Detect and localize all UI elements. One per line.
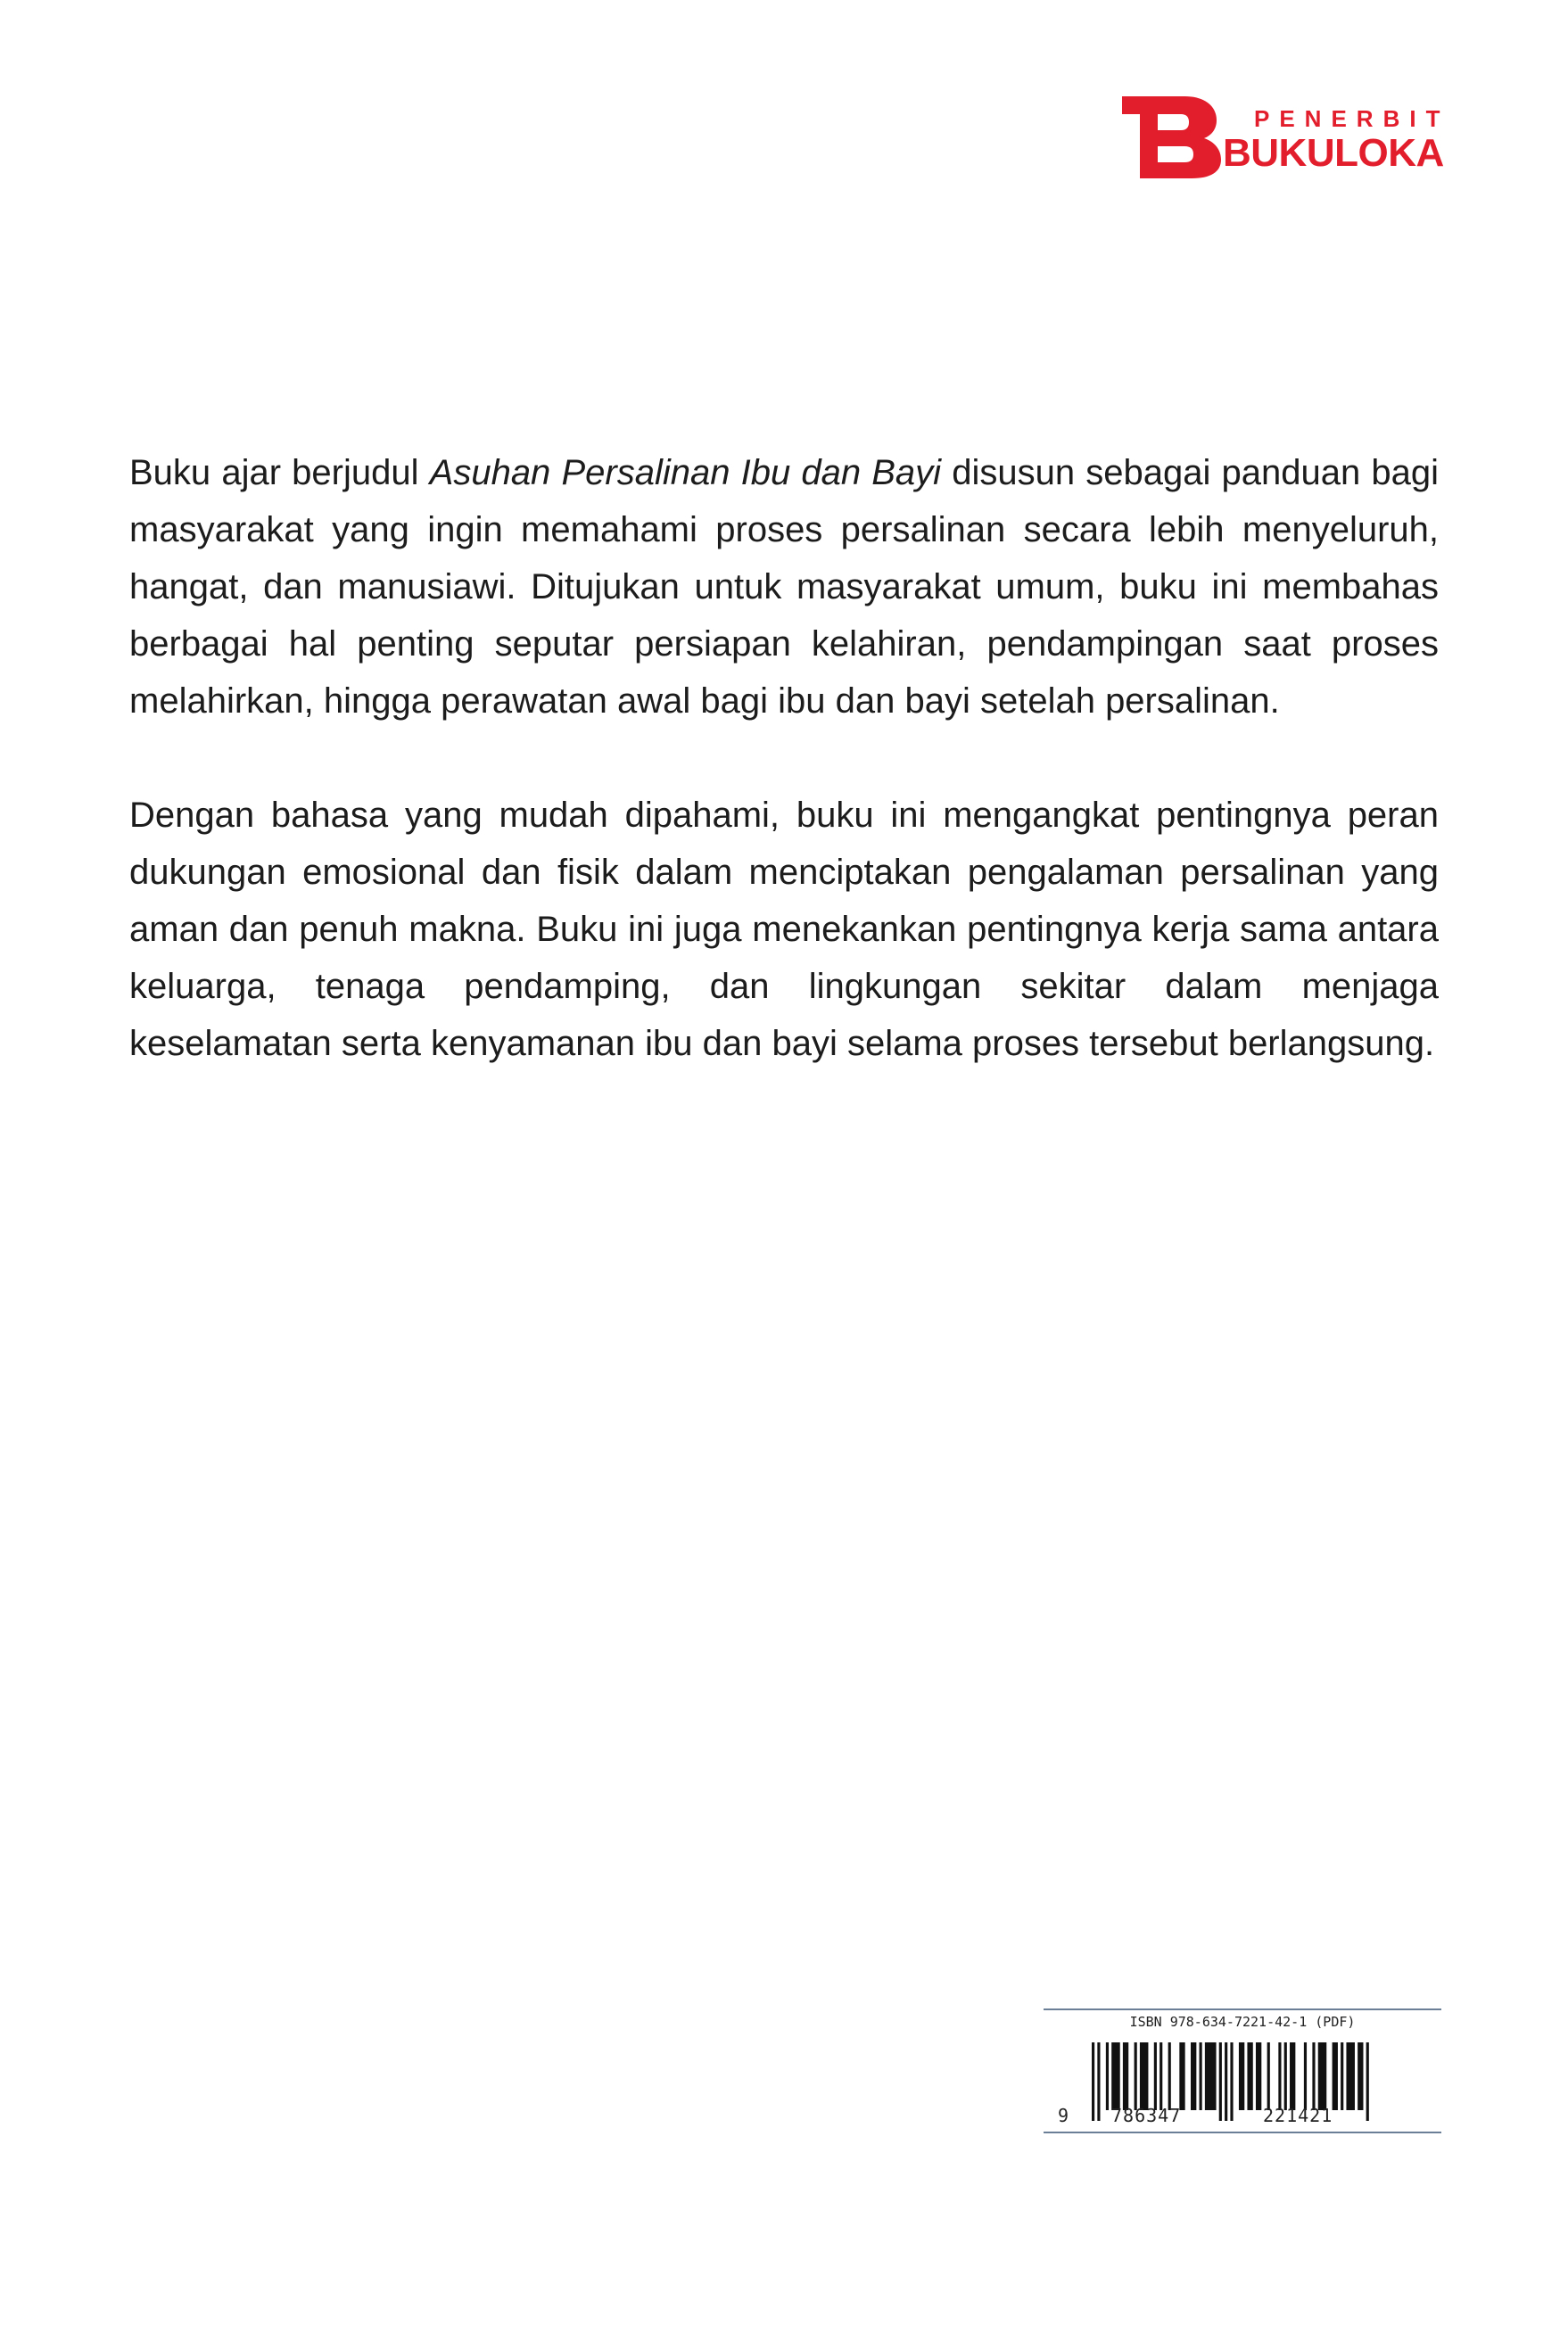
barcode-digits-left: 786347 bbox=[1111, 2105, 1182, 2126]
book-blurb bbox=[129, 444, 1439, 1129]
blurb-paragraph-2: Dengan bahasa yang mudah dipahami, buku ini mengangkat pentingnya peran dukungan emosional dan fisik dalam menciptakan pengalaman persalinan yang aman dan penuh makna. Buku ini juga menekankan pentingnya kerja sama antara keluarga, tenaga pendamping, dan lingkungan sekitar dalam menjaga keselamatan serta kenyamanan ibu dan bayi selama proses tersebut berlangsung. bbox=[129, 796, 1439, 1063]
barcode-bar bbox=[1179, 2042, 1184, 2110]
barcode-bar bbox=[1333, 2042, 1338, 2110]
isbn-top-rule bbox=[1044, 2008, 1441, 2010]
barcode-bar bbox=[1239, 2042, 1244, 2110]
barcode-bar bbox=[1341, 2042, 1343, 2110]
publisher-label-small: PENERBIT bbox=[1254, 105, 1450, 132]
letter-b-logo-icon bbox=[1122, 96, 1222, 178]
barcode-bar bbox=[1278, 2042, 1281, 2110]
isbn-bottom-rule bbox=[1044, 2132, 1441, 2133]
book-title: Asuhan Persalinan Ibu dan Bayi bbox=[429, 453, 942, 492]
barcode-bar bbox=[1312, 2042, 1315, 2110]
barcode-bar bbox=[1256, 2042, 1261, 2110]
barcode-bar bbox=[1168, 2042, 1171, 2110]
barcode-bar bbox=[1230, 2042, 1233, 2121]
barcode-bar bbox=[1247, 2042, 1252, 2110]
barcode-bar bbox=[1097, 2042, 1100, 2121]
blurb-p1-rest: disusun sebagai panduan bagi masyarakat yang ingin memahami proses persalinan secara lebih menyeluruh, hangat, dan manusiawi. Ditujukan untuk masyarakat umum, buku ini membahas berbagai hal penting seputar persiapan kelahiran, pendampingan saat proses melahirkan, hingga perawatan awal bagi ibu dan bayi setelah persalinan. bbox=[129, 453, 1439, 721]
barcode-bar bbox=[1219, 2042, 1222, 2121]
publisher-label-big: BUKULOKA bbox=[1223, 131, 1444, 175]
barcode-bar bbox=[1205, 2042, 1217, 2110]
barcode-bar bbox=[1290, 2042, 1295, 2110]
barcode-bar bbox=[1358, 2042, 1363, 2110]
barcode-bar bbox=[1318, 2042, 1327, 2110]
barcode-bar bbox=[1111, 2042, 1120, 2110]
barcode-bar bbox=[1267, 2042, 1270, 2110]
barcode-bar bbox=[1092, 2042, 1094, 2121]
barcode-bar bbox=[1123, 2042, 1128, 2110]
blurb-p1-intro: Buku ajar berjudul bbox=[129, 453, 430, 492]
barcode-bar bbox=[1159, 2042, 1162, 2110]
barcode-bar bbox=[1225, 2042, 1227, 2121]
barcode-bar bbox=[1284, 2042, 1287, 2110]
barcode-digit-first: 9 bbox=[1058, 2105, 1069, 2126]
barcode-digits-right: 221421 bbox=[1263, 2105, 1333, 2126]
barcode-bar bbox=[1200, 2042, 1202, 2110]
barcode-bar bbox=[1140, 2042, 1149, 2110]
isbn-barcode-block bbox=[1044, 2008, 1441, 2133]
barcode-bar bbox=[1191, 2042, 1196, 2110]
barcode-bar bbox=[1135, 2042, 1137, 2110]
barcode-bar bbox=[1366, 2042, 1369, 2121]
barcode-bar bbox=[1346, 2042, 1355, 2110]
publisher-logo bbox=[1122, 96, 1450, 178]
blurb-paragraph-1 bbox=[129, 444, 1439, 730]
barcode-bar bbox=[1304, 2042, 1307, 2110]
barcode-bar bbox=[1106, 2042, 1109, 2110]
isbn-label: ISBN 978-634-7221-42-1 (PDF) bbox=[1129, 2014, 1356, 2030]
barcode-bar bbox=[1154, 2042, 1157, 2110]
